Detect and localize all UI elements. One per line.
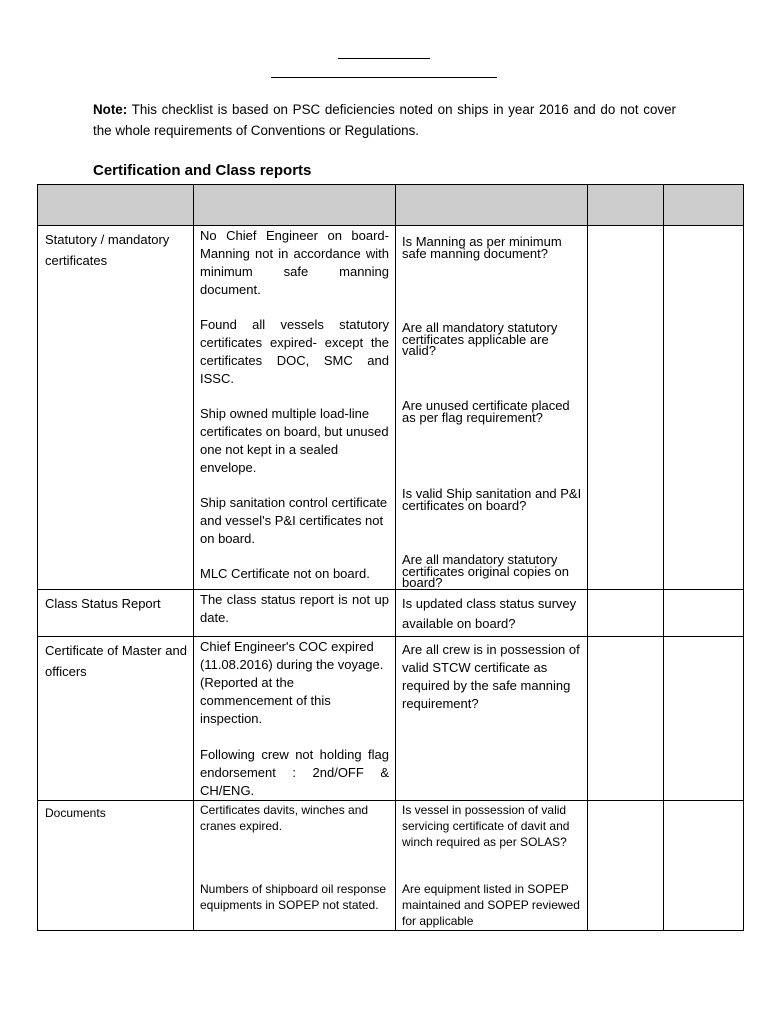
note-label: Note: [93, 102, 128, 117]
blank-cell [664, 590, 744, 637]
question-text: Is updated class status survey available on board? [402, 596, 577, 631]
table-row [38, 226, 744, 590]
finding-text: Chief Engineer's COC expired (11.08.2016) during the voyage. (Reported at the commencement of this inspection. [200, 639, 384, 726]
blank-cell [664, 801, 744, 931]
category-cell: Certificate of Master and officers [38, 637, 194, 801]
blank-cell [664, 637, 744, 801]
note-paragraph [93, 99, 676, 141]
blank-cell [588, 637, 664, 801]
section-title: Certification and Class reports [93, 162, 312, 179]
finding-text: Following crew not holding flag endorsement : 2nd/OFF & CH/ENG. [200, 747, 389, 798]
finding-text: Ship sanitation control certificate and vessel's P&I certificates not on board. [200, 495, 388, 546]
questions-cell [396, 226, 588, 590]
header-cell [38, 185, 194, 226]
table-header-row [38, 185, 744, 226]
question-text: Are all mandatory statutory certificates original copies on board? [402, 552, 569, 590]
question-text: Are equipment listed in SOPEP maintained and SOPEP reviewed for applicable [402, 882, 580, 928]
finding-text: Found all vessels statutory certificates expired- except the certificates DOC, SMC and ISSC. [200, 317, 389, 386]
blank-cell [588, 590, 664, 637]
blank-cell [588, 801, 664, 931]
category-cell: Class Status Report [38, 590, 194, 637]
title-rule-long [271, 77, 497, 78]
finding-text: No Chief Engineer on board- Manning not in accordance with minimum safe manning document. [200, 228, 389, 297]
table-row [38, 590, 744, 637]
question-text: Are all mandatory statutory certificates applicable are valid? [402, 320, 558, 358]
finding-text: Certificates davits, winches and cranes expired. [200, 803, 369, 833]
finding-text: Numbers of shipboard oil response equipments in SOPEP not stated. [200, 882, 387, 912]
question-text: Are all crew is in possession of valid STCW certificate as required by the safe manning requirement? [402, 642, 580, 711]
questions-cell [396, 801, 588, 931]
table-row [38, 637, 744, 801]
header-cell [194, 185, 396, 226]
finding-text: The class status report is not up date. [200, 592, 389, 625]
question-text: Is valid Ship sanitation and P&I certificates on board? [402, 486, 582, 513]
findings-cell [194, 801, 396, 931]
title-rule-short [338, 58, 430, 59]
question-text: Is Manning as per minimum safe manning document? [402, 234, 562, 261]
blank-cell [588, 226, 664, 590]
findings-cell [194, 226, 396, 590]
checklist-table [37, 184, 744, 931]
question-text: Are unused certificate placed as per flag requirement? [402, 398, 570, 425]
note-text: This checklist is based on PSC deficiencies noted on ships in year 2016 and do not cover the whole requirements of Conventions or Regulations. [93, 102, 676, 138]
finding-text: Ship owned multiple load-line certificates on board, but unused one not kept in a sealed envelope. [200, 406, 389, 475]
questions-cell [396, 637, 588, 801]
findings-cell [194, 590, 396, 637]
questions-cell [396, 590, 588, 637]
table-row [38, 801, 744, 931]
blank-cell [664, 226, 744, 590]
header-cell [664, 185, 744, 226]
header-cell [396, 185, 588, 226]
findings-cell [194, 637, 396, 801]
question-text: Is vessel in possession of valid servicing certificate of davit and winch required as per SOLAS? [402, 803, 570, 849]
finding-text: MLC Certificate not on board. [200, 566, 370, 581]
category-cell: Statutory / mandatory certificates [38, 226, 194, 590]
category-cell: Documents [38, 801, 194, 931]
header-cell [588, 185, 664, 226]
